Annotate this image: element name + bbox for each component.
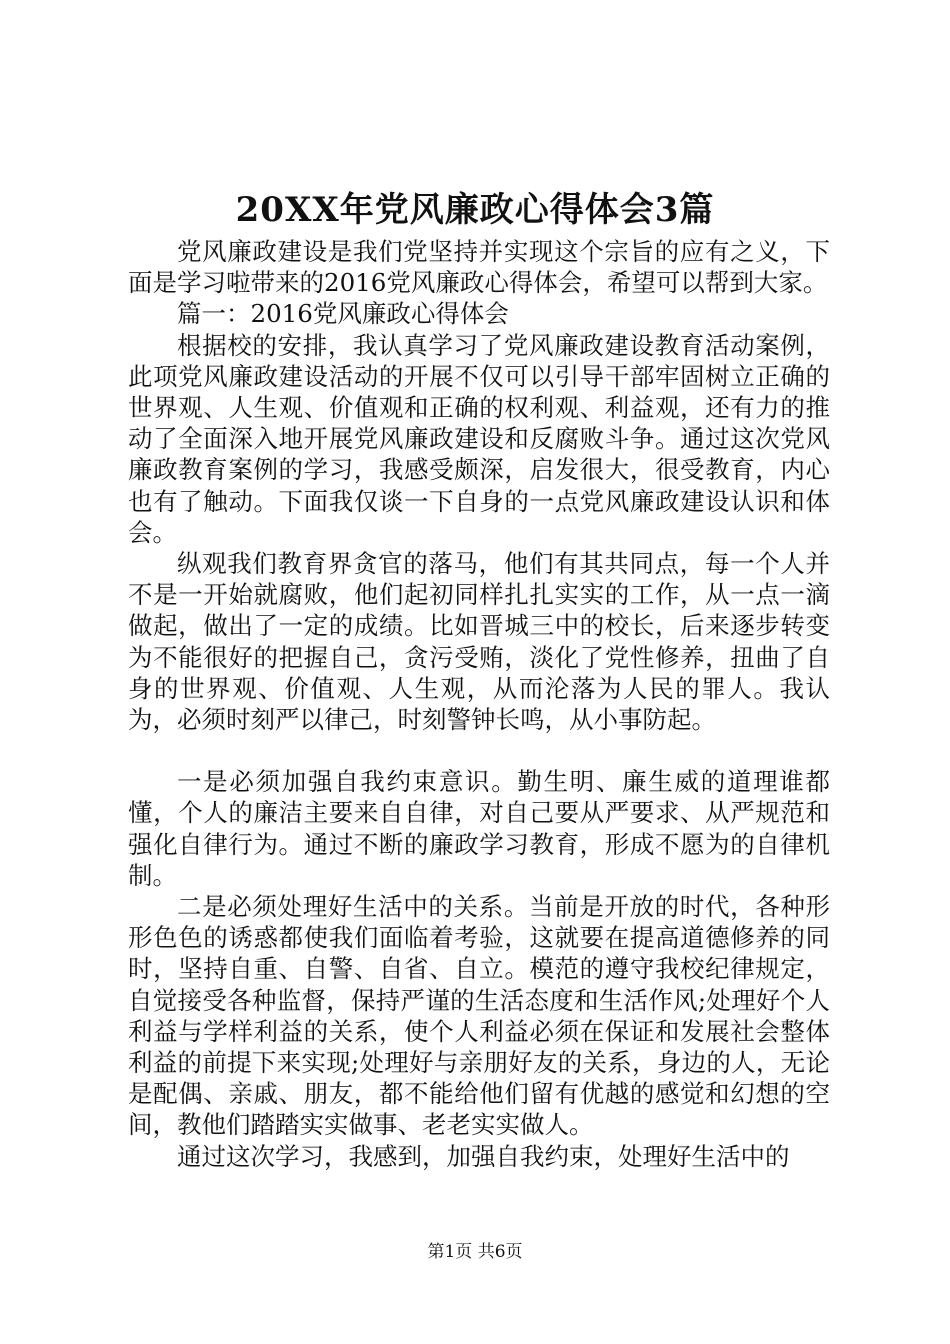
body-paragraph: 根据校的安排，我认真学习了党风廉政建设教育活动案例，此项党风廉政建设活动的开展不仅可以引导干部牢固树立正确的世界观、人生观、价值观和正确的权利观、利益观，还有力的推动了全面深入地开展党风廉政建设和反腐败斗争。通过这次党风廉政教育案例的学习，我感受颇深，启发很大，很受教育，内心也有了触动。下面我仅谈一下自身的一点党风廉政建设认识和体会。 [128, 330, 830, 547]
document-body [128, 236, 830, 1172]
body-paragraph: 一是必须加强自我约束意识。勤生明、廉生威的道理谁都懂，个人的廉洁主要来自自律，对自己要从严要求、从严规范和强化自律行为。通过不断的廉政学习教育，形成不愿为的自律机制。 [128, 767, 830, 890]
intro-paragraph: 党风廉政建设是我们党坚持并实现这个宗旨的应有之义，下面是学习啦带来的2016党风廉政心得体会，希望可以帮到大家。 [128, 237, 830, 298]
body-paragraph: 通过这次学习，我感到，加强自我约束，处理好生活中的 [177, 1141, 790, 1171]
body-paragraph: 纵观我们教育界贪官的落马，他们有其共同点，每一个人并不是一开始就腐败，他们起初同样扎扎实实的工作，从一点一滴做起，做出了一定的成绩。比如晋城三中的校长，后来逐步转变为不能很好的把握自己，贪污受贿，淡化了党性修养，扭曲了自身的世界观、价值观、人生观，从而沦落为人民的罪人。我认为，必须时刻严以律己，时刻警钟长鸣，从小事防起。 [128, 549, 830, 735]
section-heading: 篇一：2016党风廉政心得体会 [177, 299, 509, 329]
document-title: 20XX年党风廉政心得体会3篇 [235, 190, 715, 230]
page-footer: 第1页 共6页 [427, 1242, 523, 1262]
paragraph-gap [128, 735, 830, 766]
body-paragraph: 二是必须处理好生活中的关系。当前是开放的时代，各种形形色色的诱惑都使我们面临着考验，这就要在提高道德修养的同时，坚持自重、自警、自省、自立。模范的遵守我校纪律规定，自觉接受各种监督，保持严谨的生活态度和生活作风;处理好个人利益与学样利益的关系，使个人利益必须在保证和发展社会整体利益的前提下来实现;处理好与亲朋好友的关系，身边的人，无论是配偶、亲戚、朋友，都不能给他们留有优越的感觉和幻想的空间，教他们踏踏实实做事、老老实实做人。 [128, 892, 830, 1140]
